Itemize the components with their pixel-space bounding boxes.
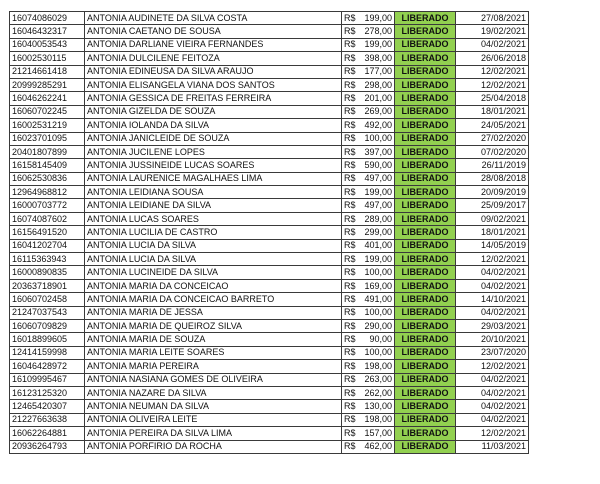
record-name-cell: ANTONIA JANICLEIDE DE SOUZA (85, 132, 342, 145)
amount-cell: 100,00 (358, 306, 395, 319)
record-id-cell: 16046262241 (10, 92, 85, 105)
table-row[interactable] (10, 226, 529, 239)
currency-cell: R$ (342, 266, 359, 279)
record-id-cell: 16060702245 (10, 105, 85, 118)
record-name-cell: ANTONIA NASIANA GOMES DE OLIVEIRA (85, 373, 342, 386)
status-badge: LIBERADO (395, 333, 456, 346)
amount-cell: 100,00 (358, 346, 395, 359)
status-badge: LIBERADO (395, 12, 456, 25)
record-name-cell: ANTONIA DULCILENE FEITOZA (85, 52, 342, 65)
amount-cell: 492,00 (358, 119, 395, 132)
table-row[interactable] (10, 306, 529, 319)
record-name-cell: ANTONIA LUCIA DA SILVA (85, 253, 342, 266)
table-row[interactable] (10, 38, 529, 51)
record-id-cell: 16040053543 (10, 38, 85, 51)
currency-cell: R$ (342, 306, 359, 319)
amount-cell: 299,00 (358, 226, 395, 239)
table-row[interactable] (10, 12, 529, 25)
record-name-cell: ANTONIA MARIA LEITE SOARES (85, 346, 342, 359)
status-badge: LIBERADO (395, 105, 456, 118)
record-name-cell: ANTONIA ELISANGELA VIANA DOS SANTOS (85, 78, 342, 91)
date-cell: 25/04/2018 (456, 92, 529, 105)
record-id-cell: 16023701095 (10, 132, 85, 145)
date-cell: 12/02/2021 (456, 253, 529, 266)
date-cell: 26/11/2019 (456, 159, 529, 172)
status-badge: LIBERADO (395, 360, 456, 373)
amount-cell: 397,00 (358, 145, 395, 158)
records-table-body (10, 12, 529, 454)
record-name-cell: ANTONIA JUCILENE LOPES (85, 145, 342, 158)
currency-cell: R$ (342, 386, 359, 399)
record-id-cell: 16109995467 (10, 373, 85, 386)
date-cell: 27/08/2021 (456, 12, 529, 25)
record-name-cell: ANTONIA GIZELDA DE SOUZA (85, 105, 342, 118)
status-badge: LIBERADO (395, 279, 456, 292)
record-name-cell: ANTONIA LEIDIANE DA SILVA (85, 199, 342, 212)
currency-cell: R$ (342, 159, 359, 172)
table-row[interactable] (10, 413, 529, 426)
record-id-cell: 16000890835 (10, 266, 85, 279)
record-name-cell: ANTONIA CAETANO DE SOUSA (85, 25, 342, 38)
record-id-cell: 16062264881 (10, 427, 85, 440)
record-name-cell: ANTONIA MARIA DE JESSA (85, 306, 342, 319)
table-row[interactable] (10, 386, 529, 399)
date-cell: 04/02/2021 (456, 400, 529, 413)
amount-cell: 100,00 (358, 266, 395, 279)
table-row[interactable] (10, 25, 529, 38)
table-row[interactable] (10, 266, 529, 279)
record-id-cell: 21247037543 (10, 306, 85, 319)
record-name-cell: ANTONIA AUDINETE DA SILVA COSTA (85, 12, 342, 25)
record-name-cell: ANTONIA LUCIA DA SILVA (85, 239, 342, 252)
date-cell: 12/02/2021 (456, 78, 529, 91)
date-cell: 12/02/2021 (456, 360, 529, 373)
table-row[interactable] (10, 52, 529, 65)
table-row[interactable] (10, 319, 529, 332)
record-id-cell: 16060709829 (10, 319, 85, 332)
status-badge: LIBERADO (395, 132, 456, 145)
record-id-cell: 20363718901 (10, 279, 85, 292)
currency-cell: R$ (342, 52, 359, 65)
currency-cell: R$ (342, 132, 359, 145)
status-badge: LIBERADO (395, 346, 456, 359)
table-row[interactable] (10, 360, 529, 373)
status-badge: LIBERADO (395, 253, 456, 266)
currency-cell: R$ (342, 92, 359, 105)
date-cell: 28/08/2018 (456, 172, 529, 185)
date-cell: 27/02/2020 (456, 132, 529, 145)
currency-cell: R$ (342, 319, 359, 332)
record-name-cell: ANTONIA LUCILIA DE CASTRO (85, 226, 342, 239)
status-badge: LIBERADO (395, 413, 456, 426)
table-row[interactable] (10, 253, 529, 266)
record-id-cell: 16074086029 (10, 12, 85, 25)
amount-cell: 199,00 (358, 38, 395, 51)
status-badge: LIBERADO (395, 226, 456, 239)
status-badge: LIBERADO (395, 386, 456, 399)
currency-cell: R$ (342, 293, 359, 306)
currency-cell: R$ (342, 25, 359, 38)
record-id-cell: 21227663638 (10, 413, 85, 426)
currency-cell: R$ (342, 239, 359, 252)
currency-cell: R$ (342, 186, 359, 199)
amount-cell: 491,00 (358, 293, 395, 306)
record-name-cell: ANTONIA EDINEUSA DA SILVA ARAUJO (85, 65, 342, 78)
table-row[interactable] (10, 159, 529, 172)
record-name-cell: ANTONIA LAURENICE MAGALHAES LIMA (85, 172, 342, 185)
record-id-cell: 16041202704 (10, 239, 85, 252)
record-id-cell: 20936264793 (10, 440, 85, 453)
currency-cell: R$ (342, 373, 359, 386)
date-cell: 12/02/2021 (456, 65, 529, 78)
status-badge: LIBERADO (395, 212, 456, 225)
currency-cell: R$ (342, 226, 359, 239)
record-name-cell: ANTONIA LUCAS SOARES (85, 212, 342, 225)
table-row[interactable] (10, 400, 529, 413)
status-badge: LIBERADO (395, 25, 456, 38)
amount-cell: 157,00 (358, 427, 395, 440)
status-badge: LIBERADO (395, 38, 456, 51)
status-badge: LIBERADO (395, 119, 456, 132)
status-badge: LIBERADO (395, 92, 456, 105)
currency-cell: R$ (342, 12, 359, 25)
date-cell: 04/02/2021 (456, 279, 529, 292)
table-row[interactable] (10, 105, 529, 118)
table-row[interactable] (10, 212, 529, 225)
status-badge: LIBERADO (395, 159, 456, 172)
status-badge: LIBERADO (395, 306, 456, 319)
amount-cell: 263,00 (358, 373, 395, 386)
table-row[interactable] (10, 145, 529, 158)
table-row[interactable] (10, 293, 529, 306)
table-row[interactable] (10, 186, 529, 199)
date-cell: 04/02/2021 (456, 38, 529, 51)
currency-cell: R$ (342, 346, 359, 359)
currency-cell: R$ (342, 105, 359, 118)
record-id-cell: 16115363943 (10, 253, 85, 266)
amount-cell: 198,00 (358, 360, 395, 373)
status-badge: LIBERADO (395, 65, 456, 78)
currency-cell: R$ (342, 413, 359, 426)
currency-cell: R$ (342, 172, 359, 185)
date-cell: 14/10/2021 (456, 293, 529, 306)
date-cell: 18/01/2021 (456, 105, 529, 118)
status-badge: LIBERADO (395, 427, 456, 440)
record-name-cell: ANTONIA MARIA DE QUEIROZ SILVA (85, 319, 342, 332)
record-id-cell: 12964968812 (10, 186, 85, 199)
currency-cell: R$ (342, 212, 359, 225)
date-cell: 26/06/2018 (456, 52, 529, 65)
status-badge: LIBERADO (395, 172, 456, 185)
table-row[interactable] (10, 65, 529, 78)
date-cell: 11/03/2021 (456, 440, 529, 453)
amount-cell: 269,00 (358, 105, 395, 118)
table-row[interactable] (10, 119, 529, 132)
amount-cell: 289,00 (358, 212, 395, 225)
status-badge: LIBERADO (395, 239, 456, 252)
date-cell: 09/02/2021 (456, 212, 529, 225)
table-row[interactable] (10, 239, 529, 252)
status-badge: LIBERADO (395, 266, 456, 279)
status-badge: LIBERADO (395, 145, 456, 158)
date-cell: 25/09/2017 (456, 199, 529, 212)
record-id-cell: 16046428972 (10, 360, 85, 373)
date-cell: 18/01/2021 (456, 226, 529, 239)
amount-cell: 401,00 (358, 239, 395, 252)
status-badge: LIBERADO (395, 186, 456, 199)
amount-cell: 462,00 (358, 440, 395, 453)
date-cell: 04/02/2021 (456, 306, 529, 319)
amount-cell: 497,00 (358, 172, 395, 185)
currency-cell: R$ (342, 400, 359, 413)
status-badge: LIBERADO (395, 52, 456, 65)
record-id-cell: 12465420307 (10, 400, 85, 413)
record-name-cell: ANTONIA OLIVEIRA LEITE (85, 413, 342, 426)
date-cell: 04/02/2021 (456, 266, 529, 279)
table-row[interactable] (10, 279, 529, 292)
record-id-cell: 16002531219 (10, 119, 85, 132)
record-id-cell: 16156491520 (10, 226, 85, 239)
status-badge: LIBERADO (395, 78, 456, 91)
record-name-cell: ANTONIA PORFIRIO DA ROCHA (85, 440, 342, 453)
record-name-cell: ANTONIA MARIA PEREIRA (85, 360, 342, 373)
table-row[interactable] (10, 199, 529, 212)
amount-cell: 497,00 (358, 199, 395, 212)
status-badge: LIBERADO (395, 440, 456, 453)
currency-cell: R$ (342, 199, 359, 212)
table-row[interactable] (10, 440, 529, 453)
currency-cell: R$ (342, 253, 359, 266)
date-cell: 04/02/2021 (456, 413, 529, 426)
status-badge: LIBERADO (395, 373, 456, 386)
table-row[interactable] (10, 92, 529, 105)
record-id-cell: 20999285291 (10, 78, 85, 91)
record-id-cell: 16060702458 (10, 293, 85, 306)
currency-cell: R$ (342, 333, 359, 346)
amount-cell: 201,00 (358, 92, 395, 105)
record-name-cell: ANTONIA LEIDIANA SOUSA (85, 186, 342, 199)
date-cell: 04/02/2021 (456, 386, 529, 399)
record-name-cell: ANTONIA NAZARE DA SILVA (85, 386, 342, 399)
amount-cell: 199,00 (358, 253, 395, 266)
amount-cell: 90,00 (358, 333, 395, 346)
amount-cell: 199,00 (358, 186, 395, 199)
currency-cell: R$ (342, 427, 359, 440)
date-cell: 19/02/2021 (456, 25, 529, 38)
date-cell: 29/03/2021 (456, 319, 529, 332)
currency-cell: R$ (342, 145, 359, 158)
amount-cell: 590,00 (358, 159, 395, 172)
date-cell: 04/02/2021 (456, 373, 529, 386)
currency-cell: R$ (342, 65, 359, 78)
record-id-cell: 16074087602 (10, 212, 85, 225)
currency-cell: R$ (342, 78, 359, 91)
record-name-cell: ANTONIA MARIA DE SOUZA (85, 333, 342, 346)
record-id-cell: 16158145409 (10, 159, 85, 172)
amount-cell: 398,00 (358, 52, 395, 65)
amount-cell: 198,00 (358, 413, 395, 426)
records-table (9, 11, 529, 454)
table-row[interactable] (10, 333, 529, 346)
record-id-cell: 21214661418 (10, 65, 85, 78)
record-name-cell: ANTONIA LUCINEIDE DA SILVA (85, 266, 342, 279)
record-name-cell: ANTONIA DARLIANE VIEIRA FERNANDES (85, 38, 342, 51)
record-id-cell: 16123125320 (10, 386, 85, 399)
date-cell: 12/02/2021 (456, 427, 529, 440)
amount-cell: 298,00 (358, 78, 395, 91)
date-cell: 07/02/2020 (456, 145, 529, 158)
record-name-cell: ANTONIA MARIA DA CONCEICAO (85, 279, 342, 292)
amount-cell: 290,00 (358, 319, 395, 332)
record-id-cell: 16018899605 (10, 333, 85, 346)
currency-cell: R$ (342, 119, 359, 132)
record-name-cell: ANTONIA MARIA DA CONCEICAO BARRETO (85, 293, 342, 306)
table-row[interactable] (10, 172, 529, 185)
amount-cell: 130,00 (358, 400, 395, 413)
amount-cell: 177,00 (358, 65, 395, 78)
currency-cell: R$ (342, 38, 359, 51)
amount-cell: 199,00 (358, 12, 395, 25)
record-id-cell: 12414159998 (10, 346, 85, 359)
status-badge: LIBERADO (395, 319, 456, 332)
amount-cell: 169,00 (358, 279, 395, 292)
record-id-cell: 20401807899 (10, 145, 85, 158)
table-row[interactable] (10, 78, 529, 91)
table-row[interactable] (10, 132, 529, 145)
table-row[interactable] (10, 427, 529, 440)
status-badge: LIBERADO (395, 199, 456, 212)
record-name-cell: ANTONIA PEREIRA DA SILVA LIMA (85, 427, 342, 440)
status-badge: LIBERADO (395, 293, 456, 306)
date-cell: 20/10/2021 (456, 333, 529, 346)
amount-cell: 100,00 (358, 132, 395, 145)
date-cell: 14/05/2019 (456, 239, 529, 252)
record-name-cell: ANTONIA IOLANDA DA SILVA (85, 119, 342, 132)
date-cell: 24/05/2021 (456, 119, 529, 132)
record-id-cell: 16002530115 (10, 52, 85, 65)
record-id-cell: 16046432317 (10, 25, 85, 38)
currency-cell: R$ (342, 279, 359, 292)
currency-cell: R$ (342, 360, 359, 373)
record-name-cell: ANTONIA NEUMAN DA SILVA (85, 400, 342, 413)
date-cell: 20/09/2019 (456, 186, 529, 199)
currency-cell: R$ (342, 440, 359, 453)
date-cell: 23/07/2020 (456, 346, 529, 359)
amount-cell: 278,00 (358, 25, 395, 38)
amount-cell: 262,00 (358, 386, 395, 399)
record-id-cell: 16062530836 (10, 172, 85, 185)
table-row[interactable] (10, 373, 529, 386)
status-badge: LIBERADO (395, 400, 456, 413)
record-name-cell: ANTONIA JUSSINEIDE LUCAS SOARES (85, 159, 342, 172)
record-id-cell: 16000703772 (10, 199, 85, 212)
record-name-cell: ANTONIA GESSICA DE FREITAS FERREIRA (85, 92, 342, 105)
table-row[interactable] (10, 346, 529, 359)
